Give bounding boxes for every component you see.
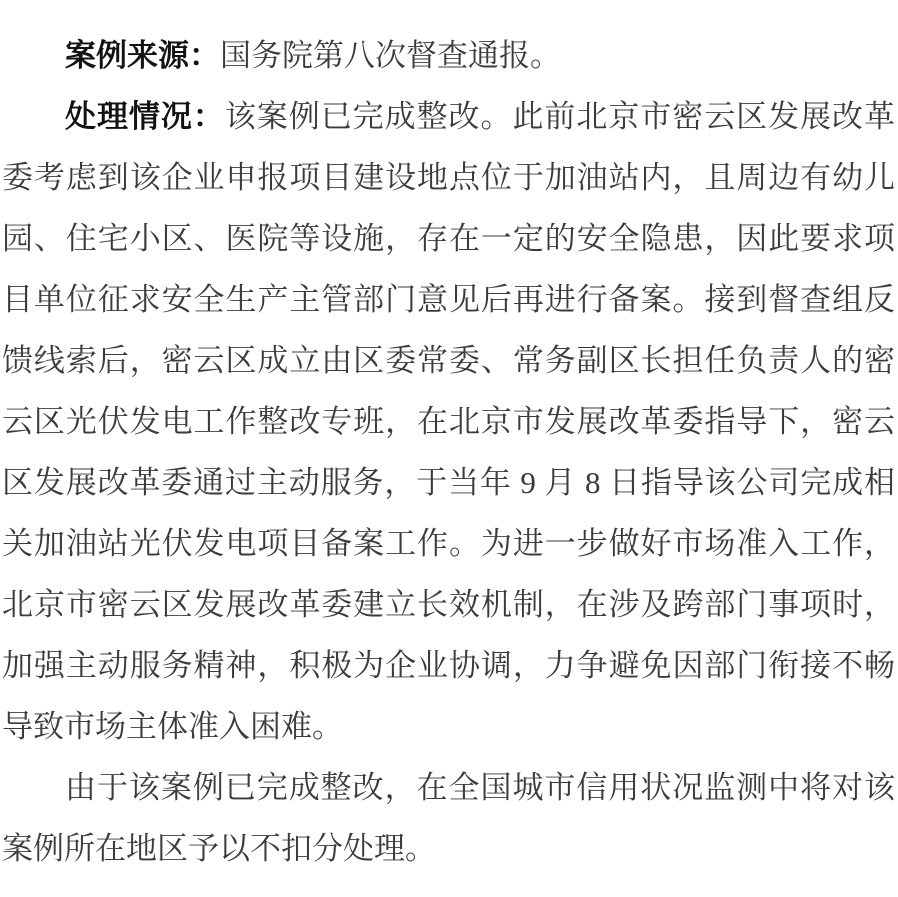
text-line: 北京市密云区发展改革委建立长效机制，在涉及跨部门事项时， xyxy=(2,587,895,622)
text-line: 目单位征求安全生产主管部门意见后再进行备案。接到督查组反 xyxy=(2,282,895,317)
text-line: 关加油站光伏发电项目备案工作。为进一步做好市场准入工作， xyxy=(2,526,895,561)
paragraph xyxy=(2,86,895,757)
text-line: 区发展改革委通过主动服务，于当年 9 月 8 日指导该公司完成相 xyxy=(2,465,895,500)
text-line: 导致市场主体准入困难。 xyxy=(2,709,343,744)
paragraph-label: 案例来源： xyxy=(65,38,220,73)
paragraph xyxy=(2,757,895,879)
text-line: 云区光伏发电工作整改专班，在北京市发展改革委指导下，密云 xyxy=(2,404,895,439)
text-line: 加强主动服务精神，积极为企业协调，力争避免因部门衔接不畅 xyxy=(2,648,895,683)
text-line: 委考虑到该企业申报项目建设地点位于加油站内，且周边有幼儿 xyxy=(2,160,895,195)
paragraph xyxy=(2,25,895,86)
text-line: 案例所在地区予以不扣分处理。 xyxy=(2,831,436,866)
text-line: 园、住宅小区、医院等设施，存在一定的安全隐患，因此要求项 xyxy=(2,221,895,256)
text-line: 处理情况：该案例已完成整改。此前北京市密云区发展改革 xyxy=(65,99,895,134)
text-line: 由于该案例已完成整改，在全国城市信用状况监测中将对该 xyxy=(65,770,895,805)
paragraph-label: 处理情况： xyxy=(65,99,225,134)
text-line: 馈线索后，密云区成立由区委常委、常务副区长担任负责人的密 xyxy=(2,343,895,378)
text-line: 案例来源：国务院第八次督查通报。 xyxy=(65,38,561,73)
document-body xyxy=(2,25,895,879)
